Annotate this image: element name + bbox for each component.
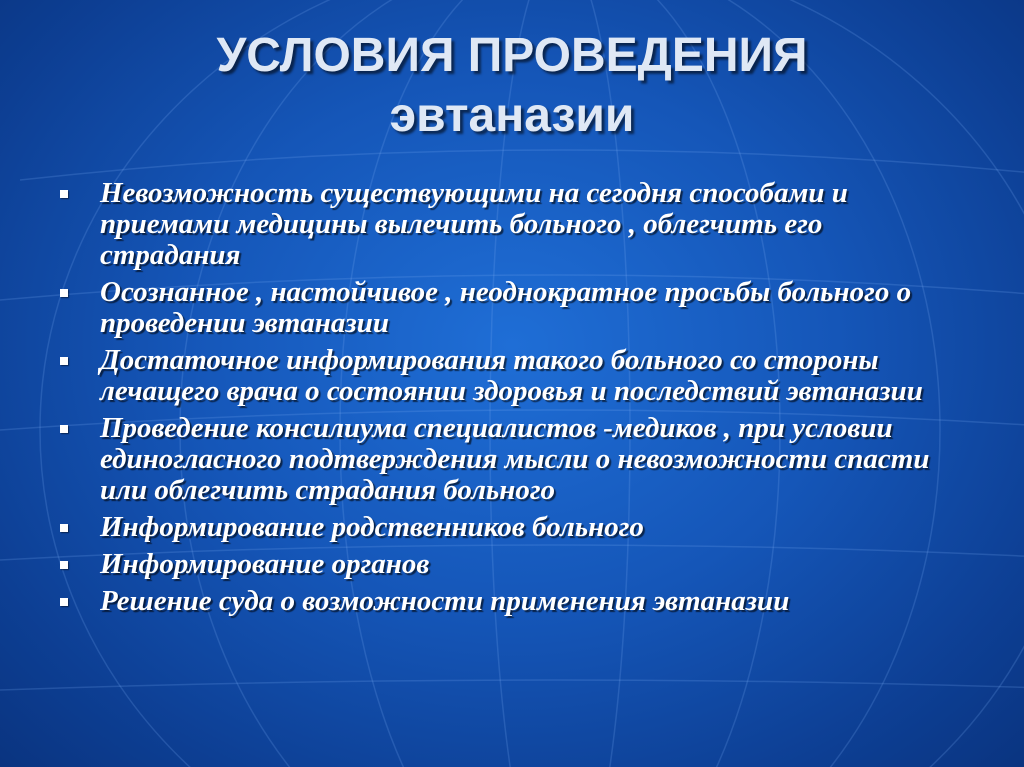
bullet-text: Информирование органов: [100, 548, 430, 580]
bullet-item: [60, 178, 960, 271]
bullet-item: [60, 586, 960, 617]
slide-title-line2: эвтаназии: [389, 89, 635, 142]
slide-title: [0, 26, 1024, 146]
slide-title-line1: УСЛОВИЯ ПРОВЕДЕНИЯ: [216, 29, 808, 82]
square-bullet-icon: [60, 289, 68, 297]
square-bullet-icon: [60, 357, 68, 365]
square-bullet-icon: [60, 524, 68, 532]
square-bullet-icon: [60, 598, 68, 606]
bullet-item: [60, 413, 960, 506]
square-bullet-icon: [60, 190, 68, 198]
bullet-text: Проведение консилиума специалистов -медиков , при условии единогласного подтверждения мысли о невозможности спасти или облегчить страдания больного: [100, 412, 930, 506]
bullet-text: Осознанное , настойчивое , неоднократное просьбы больного о проведении эвтаназии: [100, 276, 912, 339]
bullet-item: [60, 512, 960, 543]
bullet-list: [60, 178, 960, 623]
square-bullet-icon: [60, 425, 68, 433]
bullet-text: Достаточное информирования такого больного со стороны лечащего врача о состоянии здоровья и последствий эвтаназии: [100, 344, 923, 407]
bullet-item: [60, 549, 960, 580]
bullet-item: [60, 277, 960, 339]
bullet-text: Информирование родственников больного: [100, 511, 644, 543]
bullet-text: Решение суда о возможности применения эвтаназии: [100, 585, 790, 617]
bullet-item: [60, 345, 960, 407]
square-bullet-icon: [60, 561, 68, 569]
bullet-text: Невозможность существующими на сегодня способами и приемами медицины вылечить больного , облегчить его страдания: [100, 177, 848, 271]
